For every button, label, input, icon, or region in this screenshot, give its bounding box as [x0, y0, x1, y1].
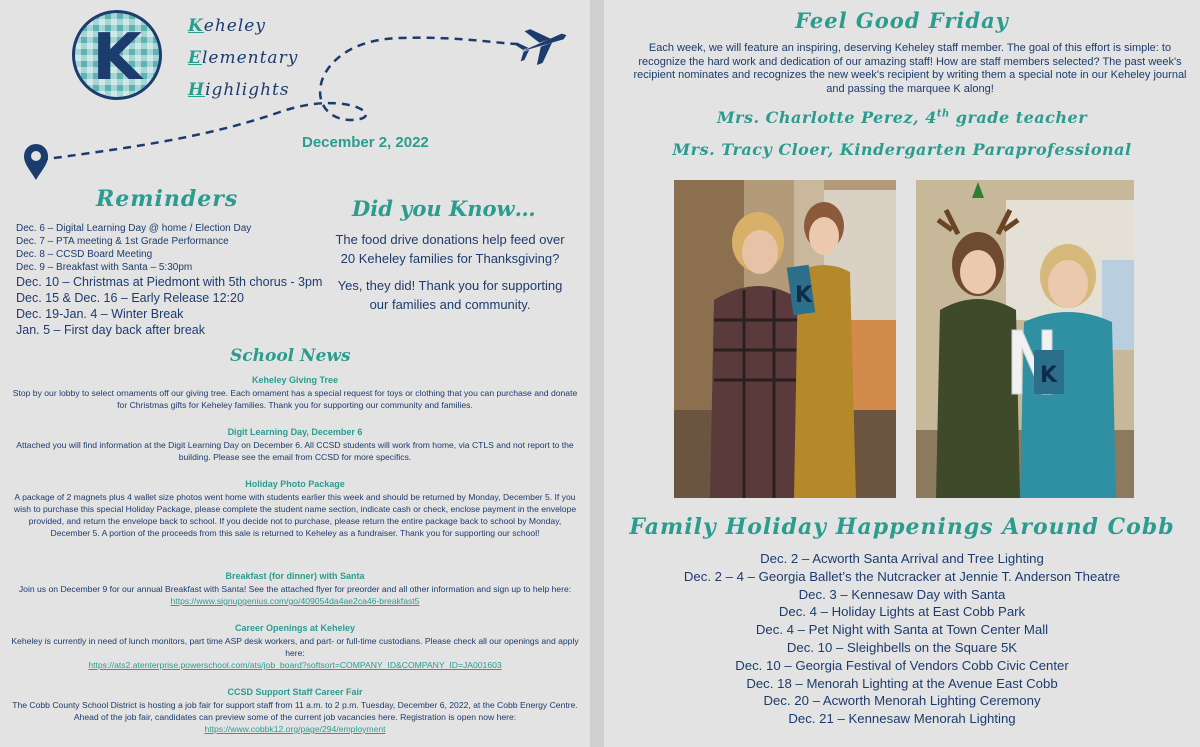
news-item: [8, 478, 582, 539]
feel-good-friday-body: Each week, we will feature an inspiring, deserving Keheley staff member. The goal of this effort is simple: to recognize the hard work and dedication of our amazing staff! How are staff members selected? The past week's recipient nominates and recognizes the new week's recipient by writing them a special note in our Keheley journal and passing the marquee K along!: [633, 42, 1187, 95]
feel-good-friday-title: Feel Good Friday: [795, 8, 1009, 33]
reminders-title: Reminders: [96, 186, 239, 212]
news-body: Keheley is currently in need of lunch monitors, part time ASP desk workers, and part- or full-time custodians. Please check all our openings and apply here:: [11, 636, 579, 658]
news-item: [8, 426, 582, 463]
flight-path-decoration: [0, 0, 590, 190]
did-you-know-answer: Yes, they did! Thank you for supporting our families and community.: [337, 278, 563, 312]
newsletter-date: December 2, 2022: [302, 134, 429, 151]
holiday-event-item: Dec. 10 – Sleighbells on the Square 5K: [786, 639, 1018, 655]
holiday-event-item: Dec. 3 – Kennesaw Day with Santa: [798, 586, 1006, 602]
holiday-events-list: [604, 550, 1200, 728]
news-heading: Digit Learning Day, December 6: [227, 427, 363, 437]
holiday-event-item: Dec. 20 – Acworth Menorah Lighting Ceremony: [763, 693, 1041, 709]
svg-text:K: K: [795, 283, 813, 308]
news-body: The Cobb County School District is hosting a job fair for support staff from 11 a.m. to 2 p.m. Tuesday, December 6, 2022, at the Cobb Energy Centre. Ahead of the job fair, candidates can preview some of the current job vacancies here. Registration is open now here: https://www.cobbk12.org/page/294/employment: [12, 700, 578, 734]
map-pin-icon: [24, 144, 48, 180]
job-board-link[interactable]: https://ats2.atenterprise.powerschool.com/ats/job_board?softsort=COMPANY_ID&COMPANY_ID=JA001603: [88, 660, 502, 670]
logo-letter: K: [92, 21, 142, 95]
news-item: [8, 570, 582, 607]
reminder-item: Dec. 6 – Digital Learning Day @ home / Election Day: [16, 223, 252, 234]
dashed-flight-path: [40, 38, 520, 160]
news-heading: Career Openings at Keheley: [234, 623, 356, 633]
reminder-item: Dec. 10 – Christmas at Piedmont with 5th chorus - 3pm: [16, 275, 323, 289]
school-news-title: School News: [230, 346, 351, 366]
honoree-2: Mrs. Tracy Cloer, Kindergarten Paraprofessional: [672, 140, 1132, 159]
reminder-item: Dec. 9 – Breakfast with Santa – 5:30pm: [16, 262, 193, 273]
news-heading: Breakfast (for dinner) with Santa: [225, 571, 365, 581]
reminder-item: Dec. 15 & Dec. 16 – Early Release 12:20: [16, 291, 244, 305]
news-body: Join us on December 9 for our annual Breakfast with Santa! See the attached flyer for preorder and all other information and sign up to help here:: [18, 584, 572, 594]
holiday-event-item: Dec. 2 – Acworth Santa Arrival and Tree Lighting: [760, 551, 1044, 566]
reminder-item: Dec. 7 – PTA meeting & 1st Grade Performance: [16, 236, 229, 247]
did-you-know-title: Did you Know…: [352, 196, 536, 221]
news-item: [8, 686, 582, 735]
staff-photo-1: [674, 180, 896, 498]
news-item: [8, 622, 582, 671]
staff-photo-2: [916, 180, 1134, 498]
signup-link[interactable]: https://www.signupgenius.com/go/409054da4ae2ca46-breakfast5: [170, 596, 420, 606]
honoree-1: Mrs. Charlotte Perez, 4th grade teacher: [716, 108, 1088, 127]
news-item: [8, 374, 582, 411]
masthead-title-line-1: Keheley: [188, 16, 266, 36]
holiday-event-item: Dec. 21 – Kennesaw Menorah Lighting: [788, 711, 1016, 727]
page-gutter: [590, 0, 604, 747]
news-body: A package of 2 magnets plus 4 wallet size photos went home with students earlier this week and should be returned by Monday, December 5. If you wish to purchase this special Holiday Package, please complete the student name section, indicate cash or check, enclose payment in the envelope provided, and return the envelope back to school. If you decide not to purchase, please return the entire package back to school by Monday, December 5. A portion of the proceeds from this sale is returned to Keheley as a fundraiser. Thank you for supporting our school!: [13, 492, 577, 538]
news-heading: Holiday Photo Package: [245, 479, 345, 489]
holiday-event-item: Dec. 18 – Menorah Lighting at the Avenue East Cobb: [746, 675, 1058, 691]
news-heading: CCSD Support Staff Career Fair: [227, 687, 363, 697]
holiday-event-item: Dec. 4 – Holiday Lights at East Cobb Park: [778, 604, 1026, 620]
news-body: Stop by our lobby to select ornaments off our giving tree. Each ornament has a special request for toys or clothing that you can purchase and donate for Christmas gifts for Keheley families. Thank you for supporting our community and families.: [12, 388, 578, 410]
masthead-title-line-2: Elementary: [188, 48, 299, 68]
holiday-event-item: Dec. 10 – Georgia Festival of Vendors Cobb Civic Center: [735, 657, 1069, 673]
holiday-event-item: Dec. 2 – 4 – Georgia Ballet’s the Nutcracker at Jennie T. Anderson Theatre: [683, 568, 1121, 584]
reminder-item: Jan. 5 – First day back after break: [16, 323, 205, 337]
reminders-list: [16, 222, 322, 338]
masthead-title-line-3: Highlights: [188, 80, 290, 100]
reminder-item: Dec. 8 – CCSD Board Meeting: [16, 249, 153, 260]
newsletter-page-right: [604, 0, 1200, 747]
news-body: Attached you will find information at the Digit Learning Day on December 6. All CCSD students will work from home, via CTLS and not report to the building. Please see the email from CCSD for more specifics.: [16, 440, 574, 462]
reminder-item: Dec. 19-Jan. 4 – Winter Break: [16, 307, 184, 321]
family-holiday-title: Family Holiday Happenings Around Cobb: [629, 514, 1175, 540]
did-you-know-question: The food drive donations help feed over 20 Keheley families for Thanksgiving?: [335, 232, 565, 266]
newsletter-page-left: [0, 0, 590, 747]
airplane-icon: [511, 18, 572, 70]
holiday-event-item: Dec. 4 – Pet Night with Santa at Town Center Mall: [755, 622, 1049, 638]
svg-text:K: K: [1040, 363, 1058, 388]
employment-link[interactable]: https://www.cobbk12.org/page/294/employment: [204, 724, 386, 734]
news-heading: Keheley Giving Tree: [251, 375, 339, 385]
